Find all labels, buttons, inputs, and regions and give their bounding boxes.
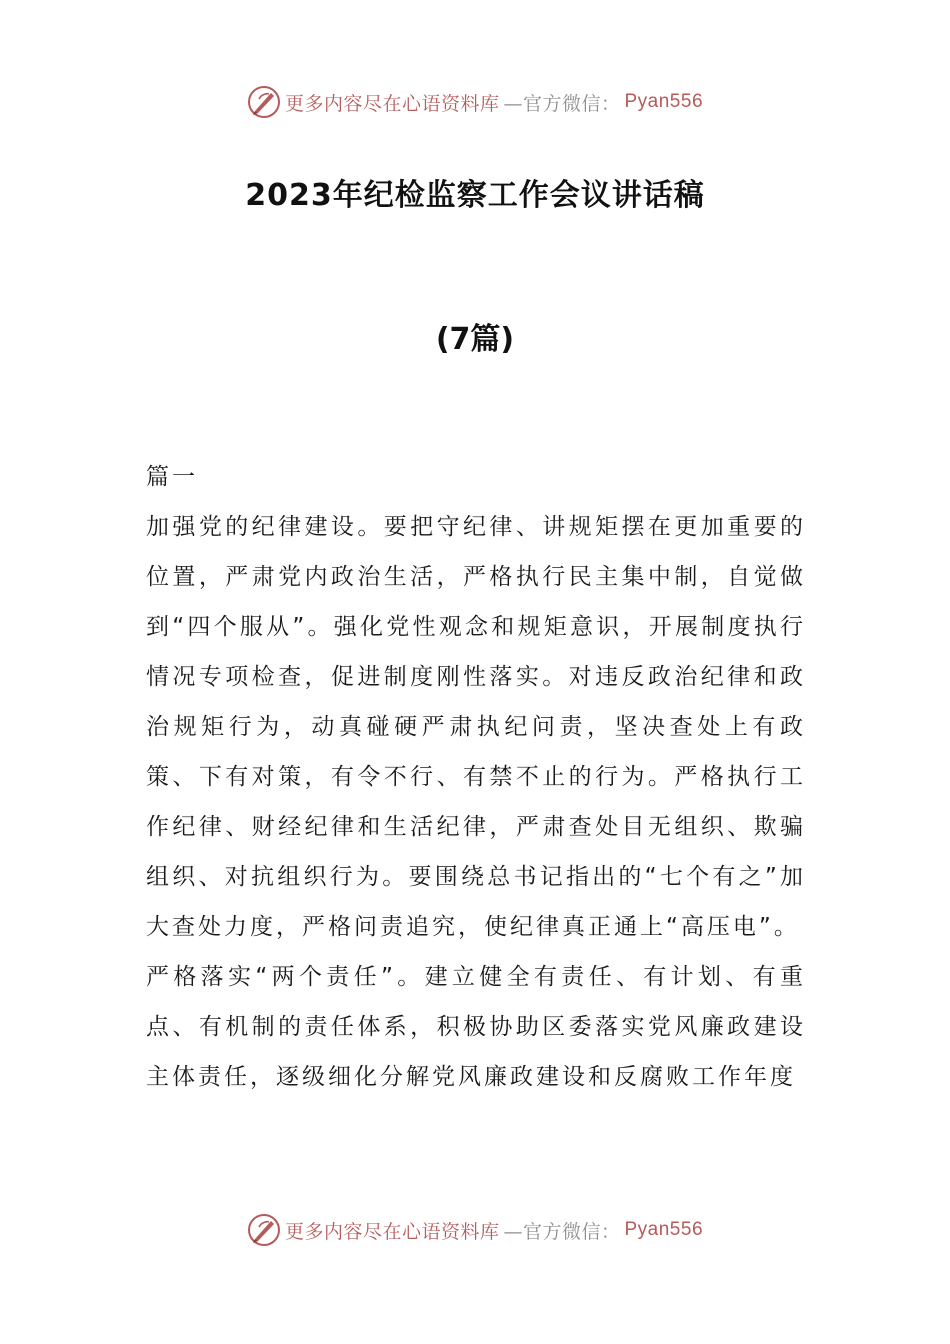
document-title: 2023年纪检监察工作会议讲话稿	[245, 178, 705, 213]
document-body	[146, 452, 806, 1102]
header-watermark	[0, 82, 950, 122]
quill-pen-logo-icon	[247, 1213, 281, 1247]
watermark-text-wechat-id: Pyan556	[624, 1219, 704, 1240]
section-label: 篇一	[146, 464, 198, 490]
watermark-text-wechat-label: —官方微信：	[503, 1220, 621, 1243]
document-subtitle: (7篇)	[435, 322, 515, 357]
watermark-text-library: 更多内容尽在心语资料库	[284, 92, 500, 115]
footer-watermark	[0, 1210, 950, 1250]
paragraph-discipline: 加强党的纪律建设。要把守纪律、讲规矩摆在更加重要的位置，严肃党内政治生活，严格执行民主集中制，自觉做到“四个服从”。强化党性观念和规矩意识，开展制度执行情况专项检查，促进制度刚性落实。对违反政治纪律和政治规矩行为，动真碰硬严肃执纪问责，坚决查处上有政策、下有对策，有令不行、有禁不止的行为。严格执行工作纪律、财经纪律和生活纪律，严肃查处目无组织、欺骗组织、对抗组织行为。要围绕总书记指出的“七个有之”加大查处力度，严格问责追究，使纪律真正通上“高压电”。	[146, 514, 806, 940]
quill-pen-logo-icon	[247, 85, 281, 119]
paragraph-responsibility: 严格落实“两个责任”。建立健全有责任、有计划、有重点、有机制的责任体系，积极协助区委落实党风廉政建设主体责任，逐级细化分解党风廉政建设和反腐败工作年度	[146, 964, 806, 1090]
watermark-text-wechat-id: Pyan556	[624, 91, 704, 112]
watermark-text-wechat-label: —官方微信：	[503, 92, 621, 115]
watermark-text-library: 更多内容尽在心语资料库	[284, 1220, 500, 1243]
